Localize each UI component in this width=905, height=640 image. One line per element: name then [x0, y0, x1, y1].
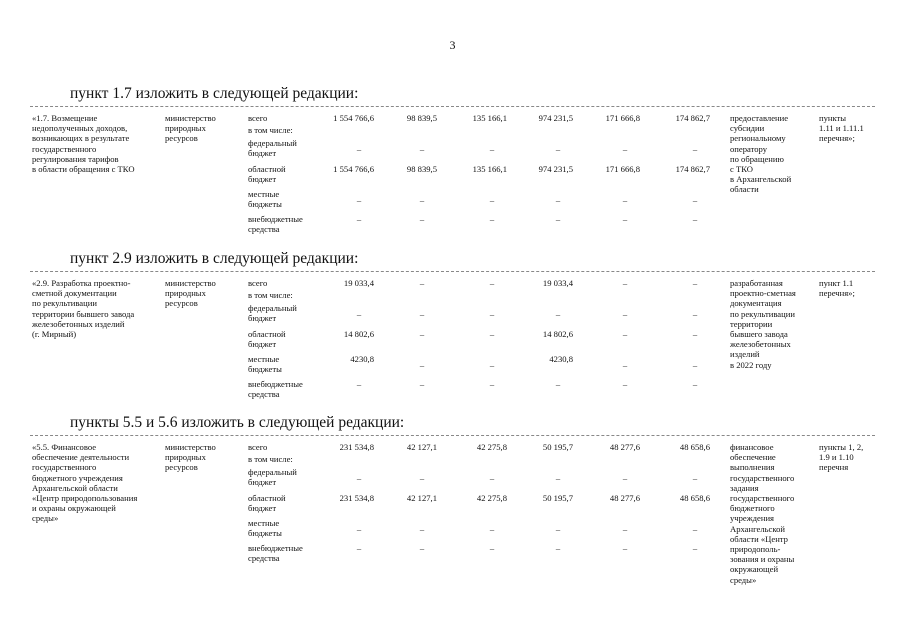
- funding-source-label: в том числе:: [248, 125, 293, 135]
- budget-value: –: [622, 543, 628, 553]
- budget-value: –: [555, 309, 561, 319]
- budget-value: –: [356, 309, 362, 319]
- budget-value: –: [419, 543, 425, 553]
- budget-value: 42 275,8: [476, 493, 507, 503]
- measure-name: «2.9. Разработка проектно- сметной документации по рекультивации территории бывшего завода железобетонных изделий (г. Мирный): [32, 278, 135, 340]
- funding-source-label: местные бюджеты: [248, 518, 282, 539]
- funding-source-label: внебюджетные средства: [248, 379, 303, 400]
- budget-value: –: [622, 195, 628, 205]
- budget-value: –: [489, 278, 495, 288]
- separator-line: [30, 435, 875, 436]
- budget-value: 42 275,8: [476, 442, 507, 452]
- budget-value: –: [489, 214, 495, 224]
- budget-value: 4230,8: [549, 354, 573, 364]
- budget-value: –: [419, 524, 425, 534]
- budget-value: 4230,8: [350, 354, 374, 364]
- budget-value: 1 554 766,6: [333, 164, 374, 174]
- budget-value: –: [692, 144, 698, 154]
- funding-source-label: федеральный бюджет: [248, 467, 297, 488]
- budget-value: –: [419, 473, 425, 483]
- budget-value: 48 658,6: [679, 442, 710, 452]
- plan-reference: пункты 1, 2, 1.9 и 1.10 перечня: [819, 442, 864, 473]
- budget-value: –: [419, 144, 425, 154]
- budget-value: –: [419, 195, 425, 205]
- funding-source-label: в том числе:: [248, 290, 293, 300]
- funding-source-label: областной бюджет: [248, 493, 286, 514]
- budget-value: 19 033,4: [343, 278, 374, 288]
- funding-source-label: всего: [248, 442, 268, 452]
- budget-value: 1 554 766,6: [333, 113, 374, 123]
- budget-value: 98 839,5: [406, 113, 437, 123]
- executor: министерство природных ресурсов: [165, 278, 216, 309]
- budget-value: –: [692, 195, 698, 205]
- budget-value: –: [622, 524, 628, 534]
- budget-value: –: [489, 195, 495, 205]
- budget-value: –: [419, 278, 425, 288]
- funding-source-label: федеральный бюджет: [248, 138, 297, 159]
- budget-value: 48 277,6: [609, 493, 640, 503]
- executor: министерство природных ресурсов: [165, 442, 216, 473]
- budget-value: –: [692, 524, 698, 534]
- measure-name: «5.5. Финансовое обеспечение деятельности государственного бюджетного учреждения Архангельской области «Центр природопользования и охраны окружающей среды»: [32, 442, 138, 524]
- budget-value: 231 534,8: [339, 442, 374, 452]
- funding-source-label: внебюджетные средства: [248, 214, 303, 235]
- page-number: 3: [449, 38, 456, 52]
- budget-value: –: [419, 329, 425, 339]
- budget-value: –: [489, 524, 495, 534]
- budget-value: –: [692, 278, 698, 288]
- budget-value: 171 666,8: [605, 113, 640, 123]
- budget-value: –: [555, 543, 561, 553]
- separator-line: [30, 106, 875, 107]
- budget-value: 98 839,5: [406, 164, 437, 174]
- budget-value: –: [622, 360, 628, 370]
- budget-value: –: [489, 379, 495, 389]
- funding-source-label: всего: [248, 113, 268, 123]
- budget-value: –: [489, 144, 495, 154]
- budget-value: 42 127,1: [406, 442, 437, 452]
- budget-value: –: [555, 379, 561, 389]
- budget-value: 42 127,1: [406, 493, 437, 503]
- budget-value: –: [622, 144, 628, 154]
- budget-value: –: [692, 379, 698, 389]
- budget-value: –: [489, 473, 495, 483]
- budget-value: 171 666,8: [605, 164, 640, 174]
- budget-value: 974 231,5: [538, 113, 573, 123]
- budget-value: –: [489, 360, 495, 370]
- budget-value: 231 534,8: [339, 493, 374, 503]
- budget-value: 174 862,7: [675, 113, 710, 123]
- budget-value: 14 802,6: [343, 329, 374, 339]
- budget-value: 50 195,7: [542, 442, 573, 452]
- plan-reference: пункт 1.1 перечня»;: [819, 278, 855, 299]
- budget-value: –: [489, 309, 495, 319]
- budget-value: 48 277,6: [609, 442, 640, 452]
- budget-value: –: [419, 309, 425, 319]
- budget-value: –: [419, 214, 425, 224]
- funding-source-label: в том числе:: [248, 454, 293, 464]
- expected-result: предоставление субсидии региональному оператору по обращению с ТКО в Архангельской области: [730, 113, 792, 195]
- funding-source-label: всего: [248, 278, 268, 288]
- plan-reference: пункты 1.11 и 1.11.1 перечня»;: [819, 113, 864, 144]
- budget-value: –: [555, 524, 561, 534]
- budget-value: –: [622, 309, 628, 319]
- section-heading: пункт 1.7 изложить в следующей редакции:: [70, 85, 359, 102]
- budget-value: –: [356, 214, 362, 224]
- budget-value: 50 195,7: [542, 493, 573, 503]
- budget-value: 19 033,4: [542, 278, 573, 288]
- budget-value: –: [692, 214, 698, 224]
- budget-value: –: [555, 214, 561, 224]
- funding-source-label: областной бюджет: [248, 329, 286, 350]
- budget-value: –: [692, 329, 698, 339]
- budget-value: –: [489, 543, 495, 553]
- separator-line: [30, 271, 875, 272]
- budget-value: –: [622, 379, 628, 389]
- budget-value: –: [356, 473, 362, 483]
- budget-value: 48 658,6: [679, 493, 710, 503]
- funding-source-label: областной бюджет: [248, 164, 286, 185]
- budget-value: –: [692, 309, 698, 319]
- budget-value: –: [692, 360, 698, 370]
- budget-value: –: [489, 329, 495, 339]
- budget-value: –: [555, 144, 561, 154]
- funding-source-label: внебюджетные средства: [248, 543, 303, 564]
- budget-value: –: [356, 379, 362, 389]
- section-heading: пункты 5.5 и 5.6 изложить в следующей редакции:: [70, 414, 405, 431]
- section-heading: пункт 2.9 изложить в следующей редакции:: [70, 250, 359, 267]
- budget-value: –: [356, 543, 362, 553]
- budget-value: –: [622, 214, 628, 224]
- budget-value: –: [356, 195, 362, 205]
- budget-value: –: [555, 473, 561, 483]
- measure-name: «1.7. Возмещение недополученных доходов, возникающих в результате государственного регулирования тарифов в области обращения с ТКО: [32, 113, 135, 175]
- executor: министерство природных ресурсов: [165, 113, 216, 144]
- funding-source-label: федеральный бюджет: [248, 303, 297, 324]
- budget-value: 135 166,1: [472, 113, 507, 123]
- budget-value: 174 862,7: [675, 164, 710, 174]
- budget-value: –: [356, 144, 362, 154]
- funding-source-label: местные бюджеты: [248, 354, 282, 375]
- budget-value: 135 166,1: [472, 164, 507, 174]
- funding-source-label: местные бюджеты: [248, 189, 282, 210]
- budget-value: 974 231,5: [538, 164, 573, 174]
- budget-value: 14 802,6: [542, 329, 573, 339]
- expected-result: финансовое обеспечение выполнения государственного задания государственного бюджетного учреждения Архангельской области «Центр природополь- зования и охраны окружающей среды»: [730, 442, 795, 585]
- budget-value: –: [555, 195, 561, 205]
- expected-result: разработанная проектно-сметная документация по рекультивации территории бывшего завода железобетонных изделий в 2022 году: [730, 278, 796, 370]
- budget-value: –: [419, 379, 425, 389]
- budget-value: –: [419, 360, 425, 370]
- budget-value: –: [692, 543, 698, 553]
- budget-value: –: [622, 473, 628, 483]
- budget-value: –: [622, 329, 628, 339]
- budget-value: –: [692, 473, 698, 483]
- budget-value: –: [622, 278, 628, 288]
- budget-value: –: [356, 524, 362, 534]
